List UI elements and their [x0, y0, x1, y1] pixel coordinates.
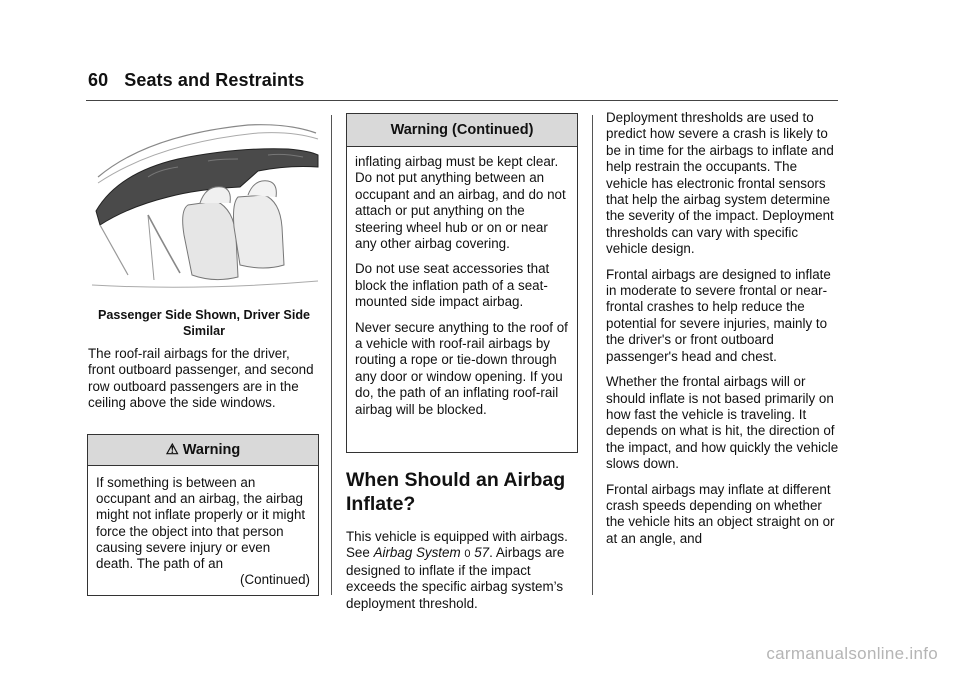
- column-divider-2: [592, 115, 593, 595]
- roof-rail-airbag-illustration-icon: [88, 115, 320, 293]
- text: This vehicle is equipped with airbags. See: [346, 529, 568, 561]
- paragraph: Do not use seat accessories that block the inflation path of a seat-mounted side impact airbag.: [355, 261, 550, 310]
- section-title: Seats and Restraints: [124, 70, 305, 90]
- page-header: [88, 70, 304, 91]
- link-page: 57: [474, 545, 490, 561]
- paragraph: The roof-rail airbags for the driver, front outboard passenger, and second row outboard passengers are in the ceiling above the side windows.: [88, 346, 314, 411]
- column-divider-1: [331, 115, 332, 595]
- page-ref-icon: 0: [464, 548, 471, 561]
- column-1: [88, 346, 320, 421]
- paragraph: Never secure anything to the roof of a vehicle with roof-rail airbags by routing a rope or tie-down through any door or window opening. If you do, the path of an inflating roof-rail airbag will be blocked.: [355, 319, 568, 417]
- heading-line: Inflate?: [346, 493, 416, 515]
- paragraph: This vehicle is equipped with airbags. See Airbag System 0 57. Airbags are designed to inflate if the impact exceeds the specific airbag system’s deployment threshold.: [346, 529, 568, 611]
- watermark: carmanualsonline.info: [766, 644, 938, 663]
- column-3: [606, 110, 842, 556]
- text: Airbags are designed to inflate if the impact exceeds the specific airbag system’s deployment threshold.: [346, 545, 565, 611]
- column-2: [346, 468, 582, 621]
- header-rule: [86, 100, 838, 101]
- page-number: 60: [88, 70, 109, 90]
- warning-text: If something is between an occupant and an airbag, the airbag might not inflate properly or it might force the object into that person causing severe injury or even death. The path of an: [96, 475, 306, 572]
- warning-triangle-icon: ⚠: [165, 442, 179, 458]
- heading-line: When Should an Airbag: [346, 469, 566, 491]
- warning-header: [88, 435, 318, 466]
- paragraph: Frontal airbags are designed to inflate in moderate to severe frontal or near-frontal crashes to help reduce the potential for severe injuries, mainly to the driver's or front outboard passenger's head and chest.: [606, 266, 831, 364]
- figure-caption: Passenger Side Shown, Driver Side Similar: [97, 308, 311, 338]
- continued-label: (Continued): [240, 572, 310, 588]
- warning-title: Warning: [182, 442, 241, 458]
- paragraph: inflating airbag must be kept clear. Do not put anything between an occupant and an airbag, and do not attach or put anything on the steering wheel hub or on or near any other airbag covering.: [355, 154, 566, 252]
- section-heading: [346, 468, 582, 516]
- warning-box: [87, 434, 319, 596]
- warning-header: [347, 114, 577, 147]
- paragraph: Deployment thresholds are used to predict how severe a crash is likely to be in time for the airbags to inflate and help restrain the occupants. The vehicle has electronic frontal sensors that help the airbag system determine the severity of the impact. Deployment thresholds can vary with specific vehicle design.: [606, 110, 834, 257]
- warning-title: Warning (Continued): [390, 122, 534, 138]
- warning-box-continued: [346, 113, 578, 453]
- paragraph: Whether the frontal airbags will or should inflate is not based primarily on how fast the vehicle is traveling. It depends on what is hit, the direction of the impact, and how quickly the vehicle slows down.: [606, 374, 839, 472]
- airbag-system-link[interactable]: [374, 545, 490, 560]
- paragraph: Frontal airbags may inflate at different crash speeds depending on whether the vehicle hits an object straight on or at an angle, and: [606, 481, 835, 546]
- link-text: Airbag System: [373, 545, 461, 561]
- warning-body: [88, 466, 318, 588]
- warning-body: [347, 147, 577, 418]
